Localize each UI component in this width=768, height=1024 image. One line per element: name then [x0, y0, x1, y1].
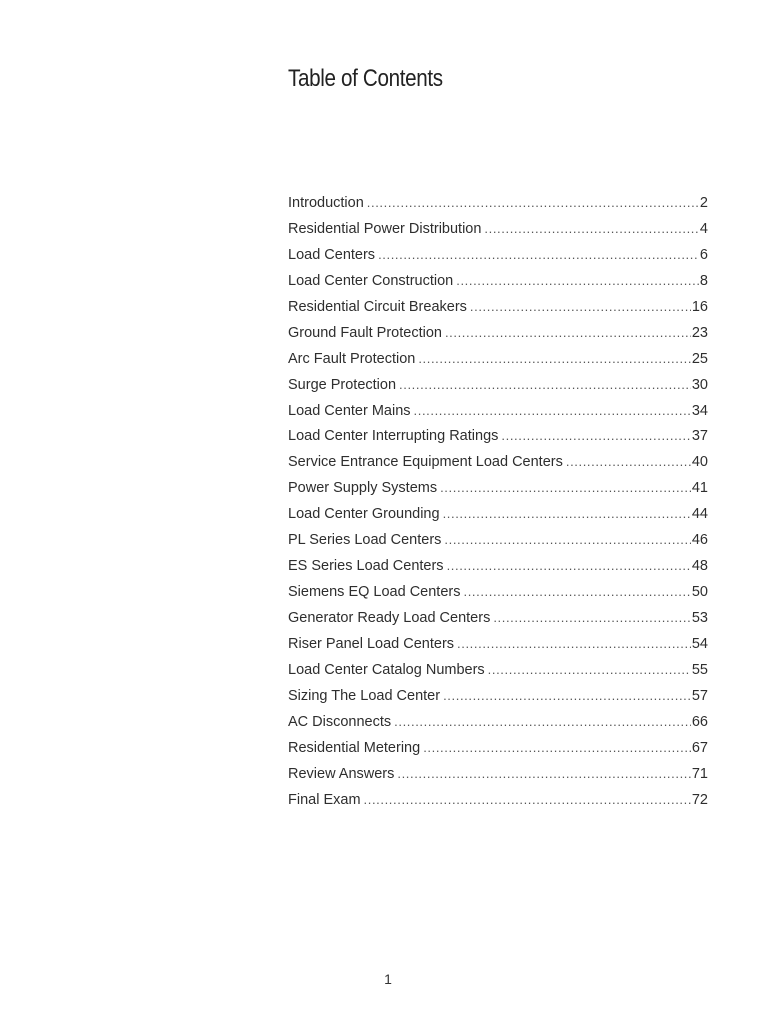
toc-entry-page: 44: [691, 506, 708, 523]
toc-entry-page: 30: [691, 376, 708, 393]
toc-dot-leader: [501, 423, 690, 449]
page-number: 1: [384, 971, 392, 987]
toc-entry[interactable]: [288, 501, 708, 527]
toc-entry-page: 25: [691, 350, 708, 367]
toc-dot-leader: [447, 553, 691, 579]
toc-entry-label: PL Series Load Centers: [288, 532, 442, 549]
toc-entry[interactable]: [288, 787, 708, 813]
toc-entry-page: 2: [699, 195, 708, 211]
toc-entry-label: Riser Panel Load Centers: [288, 635, 455, 652]
toc-dot-leader: [445, 320, 691, 346]
toc-dot-leader: [470, 294, 691, 320]
toc-entry-page: 54: [691, 635, 708, 652]
toc-entry-label: Introduction: [288, 195, 364, 211]
toc-entry-label: Surge Protection: [288, 376, 397, 393]
toc-entry[interactable]: [288, 579, 708, 605]
toc-dot-leader: [566, 449, 691, 475]
toc-dot-leader: [399, 372, 691, 398]
toc-entry-label: Arc Fault Protection: [288, 350, 416, 367]
toc-entry-label: Ground Fault Protection: [288, 324, 442, 341]
toc-dot-leader: [484, 216, 699, 242]
toc-entry-label: Power Supply Systems: [288, 480, 438, 497]
toc-entry-label: Final Exam: [288, 791, 361, 808]
toc-dot-leader: [364, 787, 691, 813]
toc-entry[interactable]: [288, 372, 708, 398]
toc-entry[interactable]: [288, 398, 708, 424]
toc-entry[interactable]: [288, 605, 708, 631]
toc-dot-leader: [367, 190, 699, 216]
toc-entry-label: Load Center Interrupting Ratings: [288, 428, 499, 445]
toc-entry[interactable]: [288, 242, 708, 268]
toc-entry[interactable]: [288, 475, 708, 501]
toc-dot-leader: [440, 475, 691, 501]
toc-entry-label: Siemens EQ Load Centers: [288, 584, 461, 601]
toc-dot-leader: [444, 527, 690, 553]
toc-entry-label: Residential Metering: [288, 739, 421, 756]
toc-entry-page: 66: [691, 713, 708, 730]
toc-entry-page: 72: [691, 791, 708, 808]
toc-dot-leader: [397, 761, 690, 787]
toc-entry[interactable]: [288, 346, 708, 372]
toc-entry-label: Load Center Mains: [288, 402, 411, 419]
toc-entry-page: 50: [691, 584, 708, 601]
toc-entry-page: 46: [691, 532, 708, 549]
toc-dot-leader: [488, 657, 691, 683]
table-of-contents: [288, 190, 708, 813]
toc-entry-page: 67: [691, 739, 708, 756]
toc-entry-page: 8: [699, 272, 708, 289]
toc-entry[interactable]: [288, 631, 708, 657]
toc-entry[interactable]: [288, 527, 708, 553]
toc-entry[interactable]: [288, 423, 708, 449]
toc-dot-leader: [493, 605, 691, 631]
toc-entry-label: Residential Circuit Breakers: [288, 298, 467, 315]
toc-entry-label: Residential Power Distribution: [288, 220, 482, 237]
toc-entry-label: Review Answers: [288, 765, 395, 782]
toc-entry-label: AC Disconnects: [288, 713, 392, 730]
toc-entry-page: 23: [691, 324, 708, 341]
toc-entry-label: Load Center Grounding: [288, 506, 440, 523]
toc-entry-label: ES Series Load Centers: [288, 558, 444, 575]
toc-entry-page: 4: [699, 220, 708, 237]
toc-entry-label: Load Centers: [288, 246, 376, 263]
toc-entry-label: Service Entrance Equipment Load Centers: [288, 454, 563, 471]
toc-entry[interactable]: [288, 657, 708, 683]
toc-entry-label: Sizing The Load Center: [288, 687, 441, 704]
toc-entry-page: 37: [691, 428, 708, 445]
toc-entry-page: 48: [691, 558, 708, 575]
toc-dot-leader: [457, 631, 691, 657]
toc-entry[interactable]: [288, 216, 708, 242]
toc-entry-label: Generator Ready Load Centers: [288, 610, 491, 626]
toc-dot-leader: [394, 709, 691, 735]
toc-entry[interactable]: [288, 190, 708, 216]
toc-dot-leader: [423, 735, 691, 761]
toc-entry[interactable]: [288, 735, 708, 761]
toc-entry[interactable]: [288, 761, 708, 787]
toc-entry-page: 34: [691, 402, 708, 419]
toc-entry-page: 40: [691, 454, 708, 471]
toc-entry[interactable]: [288, 683, 708, 709]
toc-entry-page: 16: [691, 298, 708, 315]
toc-entry-page: 55: [691, 661, 708, 678]
toc-dot-leader: [443, 683, 691, 709]
toc-entry[interactable]: [288, 553, 708, 579]
toc-dot-leader: [418, 346, 691, 372]
toc-entry[interactable]: [288, 294, 708, 320]
toc-dot-leader: [414, 398, 691, 424]
toc-entry[interactable]: [288, 268, 708, 294]
toc-entry[interactable]: [288, 709, 708, 735]
page-title: Table of Contents: [288, 65, 443, 93]
toc-dot-leader: [456, 268, 699, 294]
toc-entry-page: 41: [691, 480, 708, 497]
toc-entry[interactable]: [288, 320, 708, 346]
toc-entry-label: Load Center Construction: [288, 272, 454, 289]
toc-dot-leader: [463, 579, 690, 605]
toc-dot-leader: [443, 501, 691, 527]
toc-entry[interactable]: [288, 449, 708, 475]
toc-entry-label: Load Center Catalog Numbers: [288, 661, 485, 678]
toc-entry-page: 71: [691, 765, 708, 782]
toc-entry-page: 6: [699, 246, 708, 263]
toc-entry-page: 53: [691, 610, 708, 626]
toc-entry-page: 57: [691, 687, 708, 704]
toc-dot-leader: [378, 242, 699, 268]
